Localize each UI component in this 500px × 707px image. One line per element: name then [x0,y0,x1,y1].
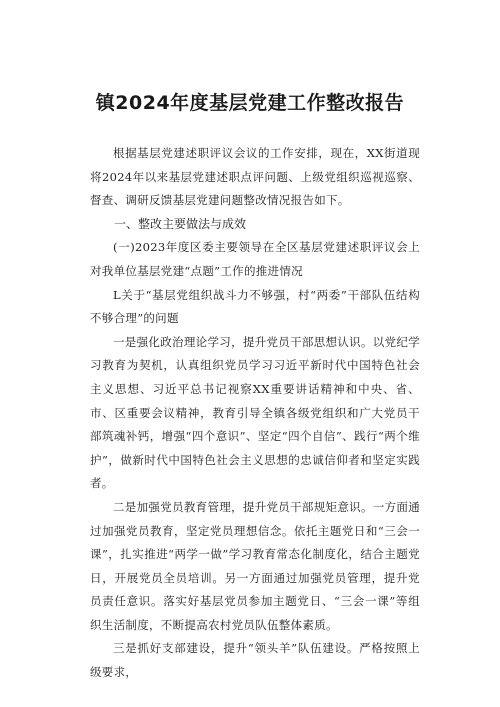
body-paragraph: 二是加强党员教育管理，提升党员干部规矩意识。一方面通过加强党员教育，坚定党员理想信念。依托主题党日和“三会一课”，扎实推进“两学一做”学习教育常态化制度化，结合主题党日，开展党员全员培训。另一方面通过加强党员管理，提升党员责任意识。落实好基层党员参加主题党日、“三会一课”等组织生活制度，不断提高农村党员队伍整体素质。 [90,499,420,632]
document-body [90,142,420,685]
section-heading: 一、整改主要做法与成效 [114,216,247,231]
item-heading: L关于“基层党组织战斗力不够强，村“两委”干部队伍结构不够合理”的问题 [90,287,420,326]
body-paragraph: 三是抓好支部建设，提升“领头羊”队伍建设。严格按照上级要求， [90,641,420,680]
body-paragraph: 一是强化政治理论学习，提升党员干部思想认识。以党纪学习教育为契机，认真组织党员学习习近平新时代中国特色社会主义思想、习近平总书记视察XX重要讲话精神和中央、省、市、区重要会议精神，教育引导全镇各级党组织和广大党员干部筑魂补钙，增强“四个意识”、坚定“四个自信”、践行“两个维护”，做新时代中国特色社会主义思想的忠诚信仰者和坚定实践者。 [90,334,420,491]
intro-paragraph: 根据基层党建述职评议会议的工作安排，现在，XX街道现将2024年以来基层党建述职点评问题、上级党组织巡视巡察、督查、调研反馈基层党建问题整改情况报告如下。 [90,146,420,208]
document-title: 镇2024年度基层党建工作整改报告 [95,92,405,114]
subsection-heading: (一)2023年度区委主要领导在全区基层党建述职评议会上对我单位基层党建“点题”工作的推进情况 [90,240,420,278]
